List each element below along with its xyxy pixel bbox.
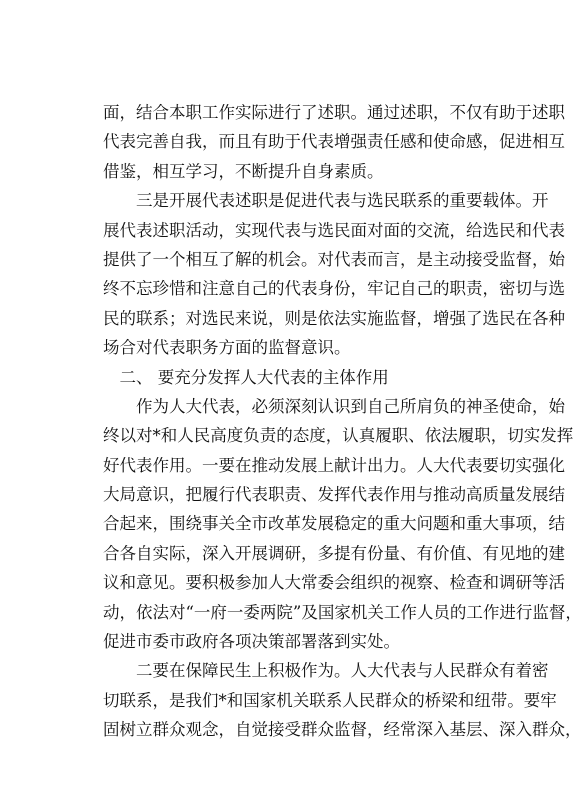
paragraph-line: 议和意见。要积极参加人大常委会组织的视察、检查和调研等活	[103, 573, 565, 593]
paragraph-line: 展代表述职活动，实现代表与选民面对面的交流，给选民和代表	[103, 220, 565, 240]
paragraph-line: 动，依法对“一府一委两院”及国家机关工作人员的工作进行监督，	[103, 602, 582, 622]
paragraph-line: 三是开展代表述职是促进代表与选民联系的重要载体。开	[136, 191, 549, 211]
paragraph-line: 民的联系；对选民来说，则是依法实施监督，增强了选民在各种	[103, 308, 565, 328]
document-body	[103, 98, 582, 745]
paragraph-line: 代表完善自我，而且有助于代表增强责任感和使命感，促进相互	[103, 132, 565, 152]
paragraph-line: 终以对*和人民高度负责的态度，认真履职、依法履职，切实发挥	[103, 426, 574, 446]
paragraph-line: 合各自实际，深入开展调研，多提有份量、有价值、有见地的建	[103, 543, 565, 563]
paragraph-line: 终不忘珍惜和注意自己的代表身份，牢记自己的职责，密切与选	[103, 279, 565, 299]
paragraph-line: 作为人大代表，必须深刻认识到自己所肩负的神圣使命，始	[136, 396, 565, 416]
paragraph-line: 固树立群众观念，自觉接受群众监督，经常深入基层、深入群众，	[103, 720, 582, 740]
paragraph-line: 提供了一个相互了解的机会。对代表而言，是主动接受监督，始	[103, 249, 565, 269]
section-heading: 二、 要充分发挥人大代表的主体作用	[119, 367, 389, 387]
paragraph-line: 好代表作用。一要在推动发展上献计出力。人大代表要切实强化	[103, 455, 565, 475]
paragraph-line: 借鉴，相互学习，不断提升自身素质。	[103, 161, 384, 181]
paragraph-line: 二要在保障民生上积极作为。人大代表与人民群众有着密	[136, 661, 549, 681]
paragraph-line: 促进市委市政府各项决策部署落到实处。	[103, 632, 400, 652]
paragraph-line: 面，结合本职工作实际进行了述职。通过述职，不仅有助于述职	[103, 103, 565, 122]
paragraph-line: 大局意识，把履行代表职责、发挥代表作用与推动高质量发展结	[103, 485, 565, 505]
paragraph-line: 场合对代表职务方面的监督意识。	[103, 338, 351, 358]
paragraph-line: 合起来，围绕事关全市改革发展稳定的重大问题和重大事项，结	[103, 514, 565, 534]
paragraph-line: 切联系，是我们*和国家机关联系人民群众的桥梁和纽带。要牢	[103, 690, 557, 710]
